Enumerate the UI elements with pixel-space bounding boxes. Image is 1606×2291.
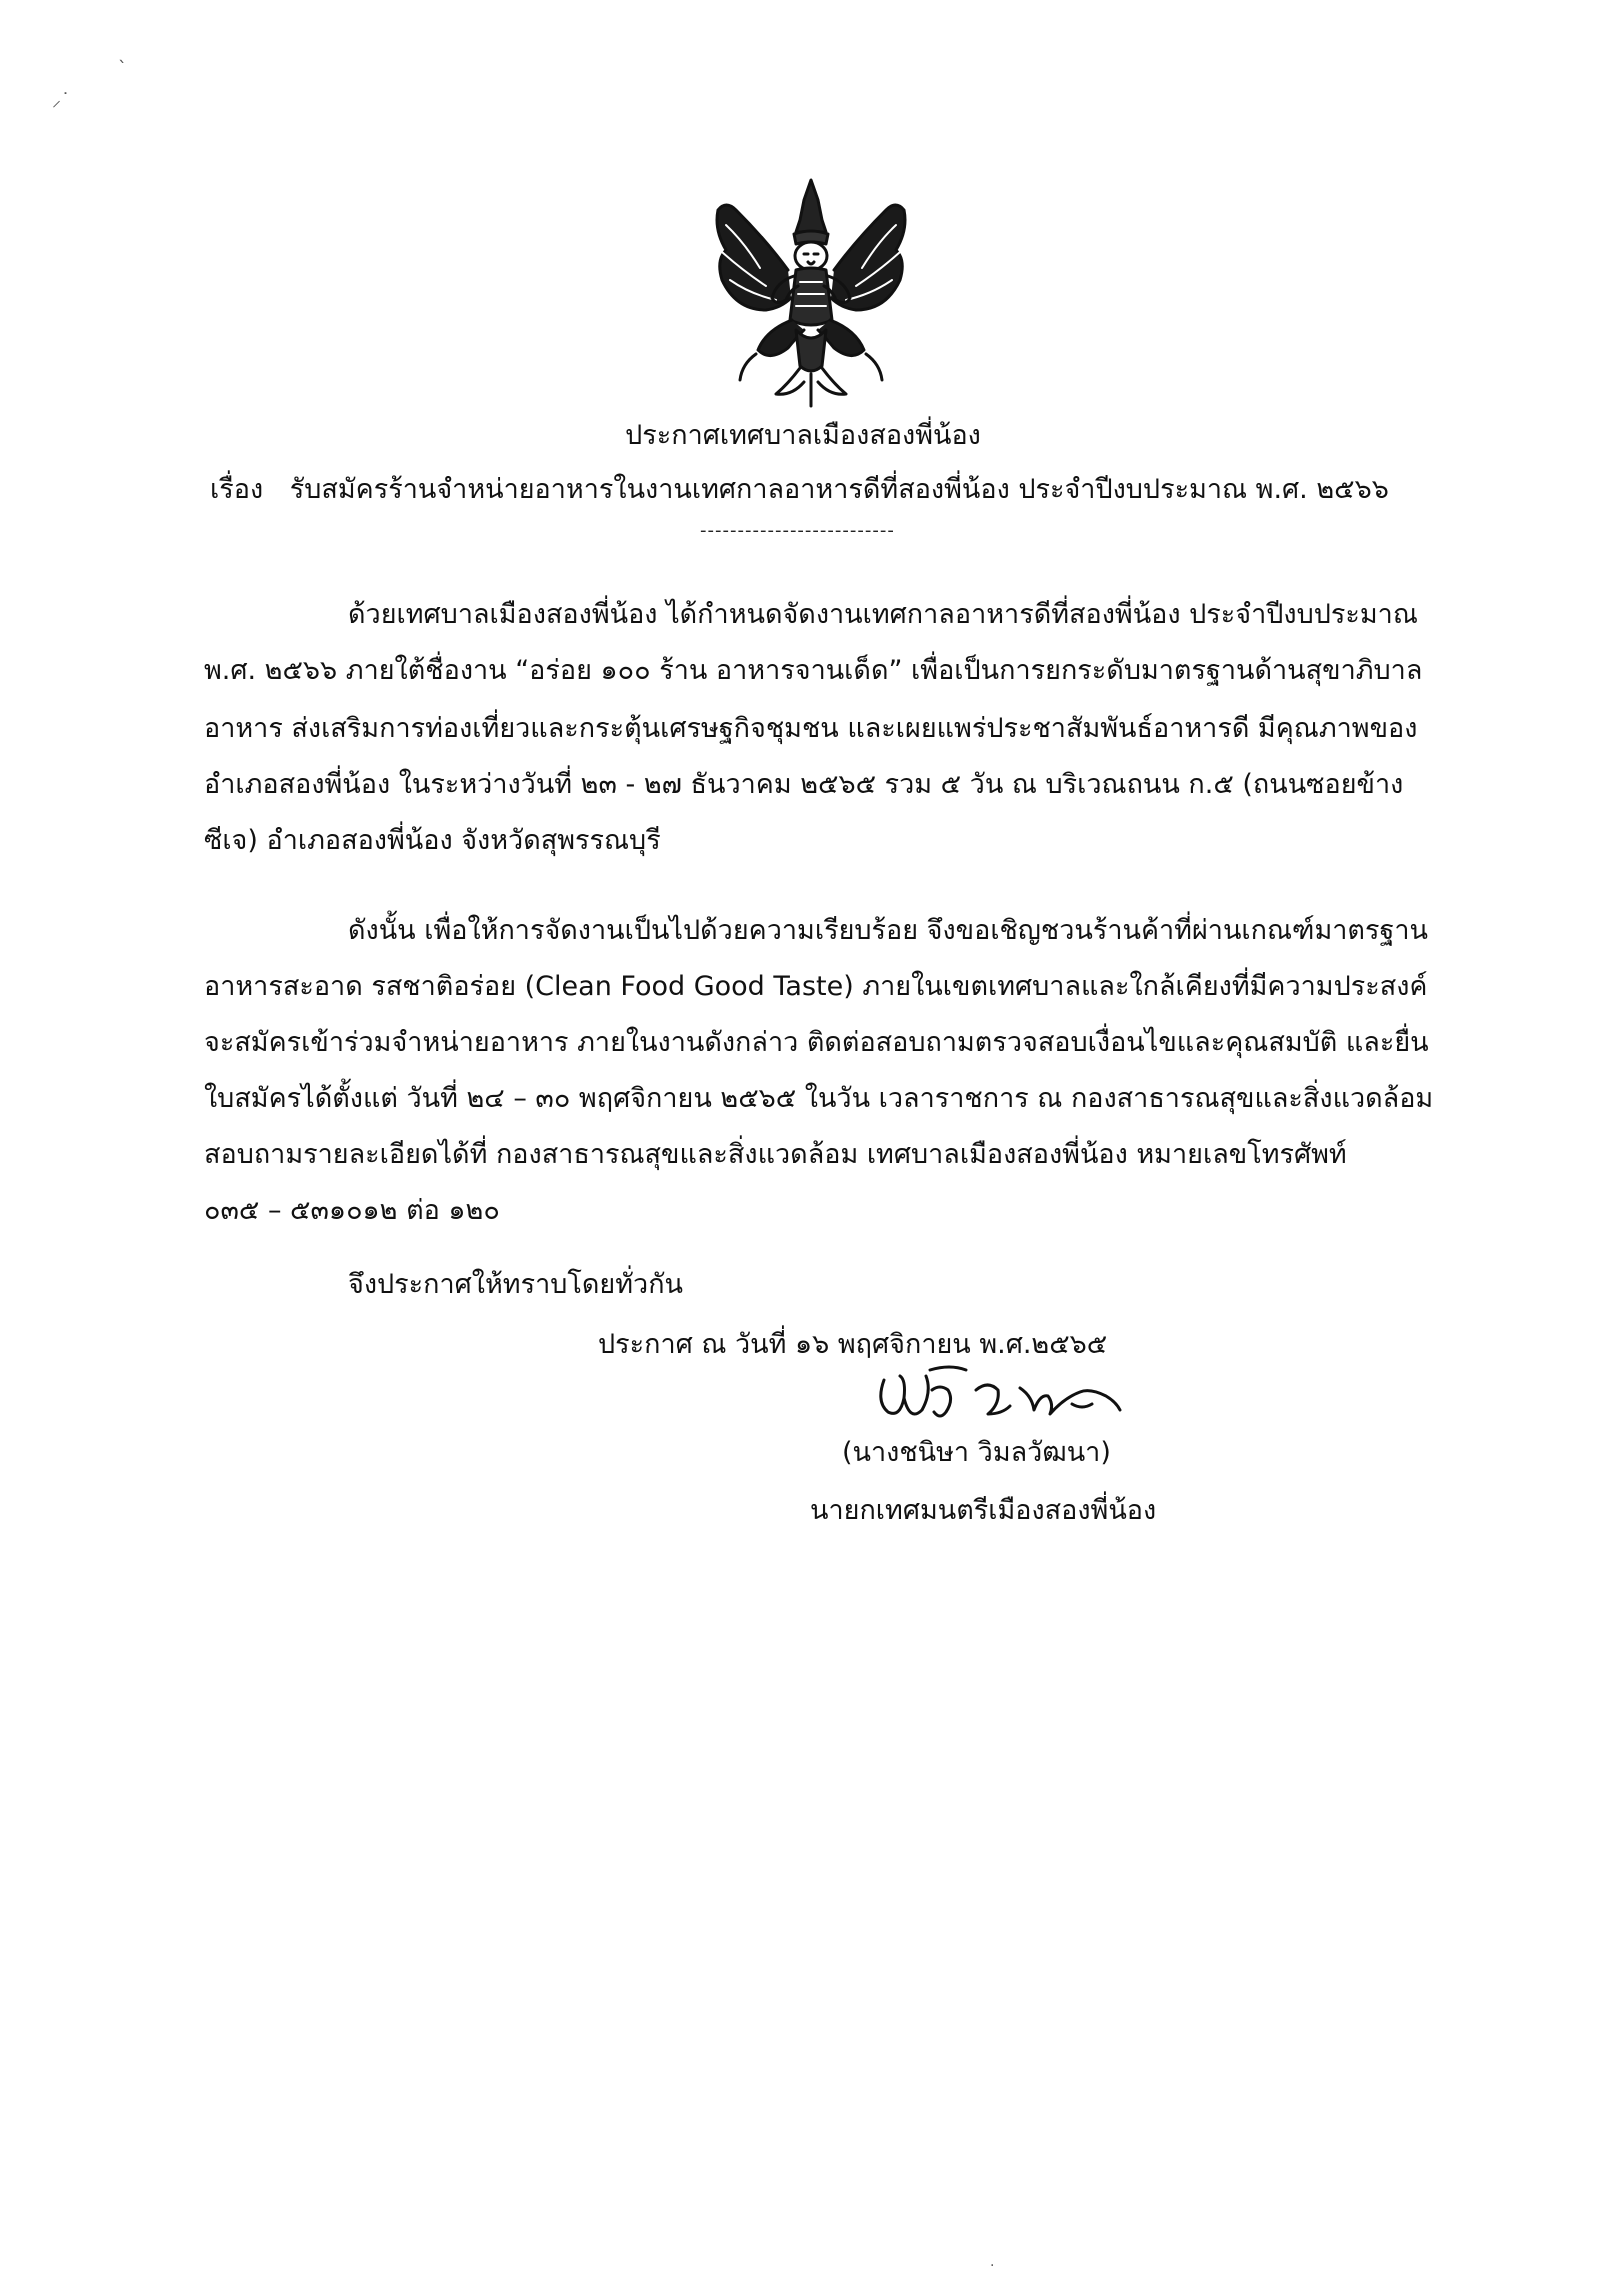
announcement-title: ประกาศเทศบาลเมืองสองพี่น้อง [625,420,981,451]
paragraph-line: ดังนั้น เพื่อให้การจัดงานเป็นไปด้วยความเรียบร้อย จึงขอเชิญชวนร้านค้าที่ผ่านเกณฑ์มาตรฐาน [348,915,1428,946]
paragraph-line: สอบถามรายละเอียดได้ที่ กองสาธารณสุขและสิ่งแวดล้อม เทศบาลเมืองสองพี่น้อง หมายเลขโทรศัพท์ [204,1139,1347,1170]
title-separator: -------------------------- [700,520,895,541]
garuda-emblem-icon [696,170,926,415]
paragraph-line: พ.ศ. ๒๕๖๖ ภายใต้ชื่องาน “อร่อย ๑๐๐ ร้าน อาหารจานเด็ด” เพื่อเป็นการยกระดับมาตรฐานด้านสุขาภิบาล [204,655,1423,686]
subject-label: เรื่อง [210,474,264,505]
signatory-position: นายกเทศมนตรีเมืองสองพี่น้อง [810,1495,1157,1526]
paragraph-line: อาหาร ส่งเสริมการท่องเที่ยวและกระตุ้นเศรษฐกิจชุมชน และเผยแพร่ประชาสัมพันธ์อาหารดี มีคุณภาพของ [204,713,1418,744]
paragraph-line: อำเภอสองพี่น้อง ในระหว่างวันที่ ๒๓ - ๒๗ ธันวาคม ๒๕๖๕ รวม ๕ วัน ณ บริเวณถนน ก.๕ (ถนนซอยข้าง [204,769,1404,800]
closing-statement: จึงประกาศให้ทราบโดยทั่วกัน [348,1269,683,1300]
handwritten-signature [870,1340,1130,1435]
paragraph-line: ซีเจ) อำเภอสองพี่น้อง จังหวัดสุพรรณบุรี [204,825,661,856]
scan-speck: ⸝˙ [52,90,70,111]
paragraph-line: อาหารสะอาด รสชาติอร่อย (Clean Food Good Taste) ภายในเขตเทศบาลและใกล้เคียงที่มีความประสงค์ [204,971,1428,1002]
announcement-date: ประกาศ ณ วันที่ ๑๖ พฤศจิกายน พ.ศ.๒๕๖๕ [598,1329,1108,1360]
subject-text: รับสมัครร้านจำหน่ายอาหารในงานเทศกาลอาหารดีที่สองพี่น้อง ประจำปีงบประมาณ พ.ศ. ๒๕๖๖ [289,474,1389,505]
paragraph-line: จะสมัครเข้าร่วมจำหน่ายอาหาร ภายในงานดังกล่าว ติดต่อสอบถามตรวจสอบเงื่อนไขและคุณสมบัติ และยื่น [204,1027,1429,1058]
paragraph-line: ใบสมัครได้ตั้งแต่ วันที่ ๒๔ – ๓๐ พฤศจิกายน ๒๕๖๕ ในวัน เวลาราชการ ณ กองสาธารณสุขและสิ่งแวดล้อม [204,1083,1434,1114]
paragraph-line: ด้วยเทศบาลเมืองสองพี่น้อง ได้กำหนดจัดงานเทศกาลอาหารดีที่สองพี่น้อง ประจำปีงบประมาณ [348,599,1418,630]
signatory-name: (นางชนิษา วิมลวัฒนา) [842,1437,1111,1468]
paragraph-line: ๐๓๕ – ๕๓๑๐๑๒ ต่อ ๑๒๐ [204,1195,500,1226]
scan-speck: ` [118,58,127,79]
subject-line [210,472,1389,508]
scan-speck: · [990,2258,995,2274]
